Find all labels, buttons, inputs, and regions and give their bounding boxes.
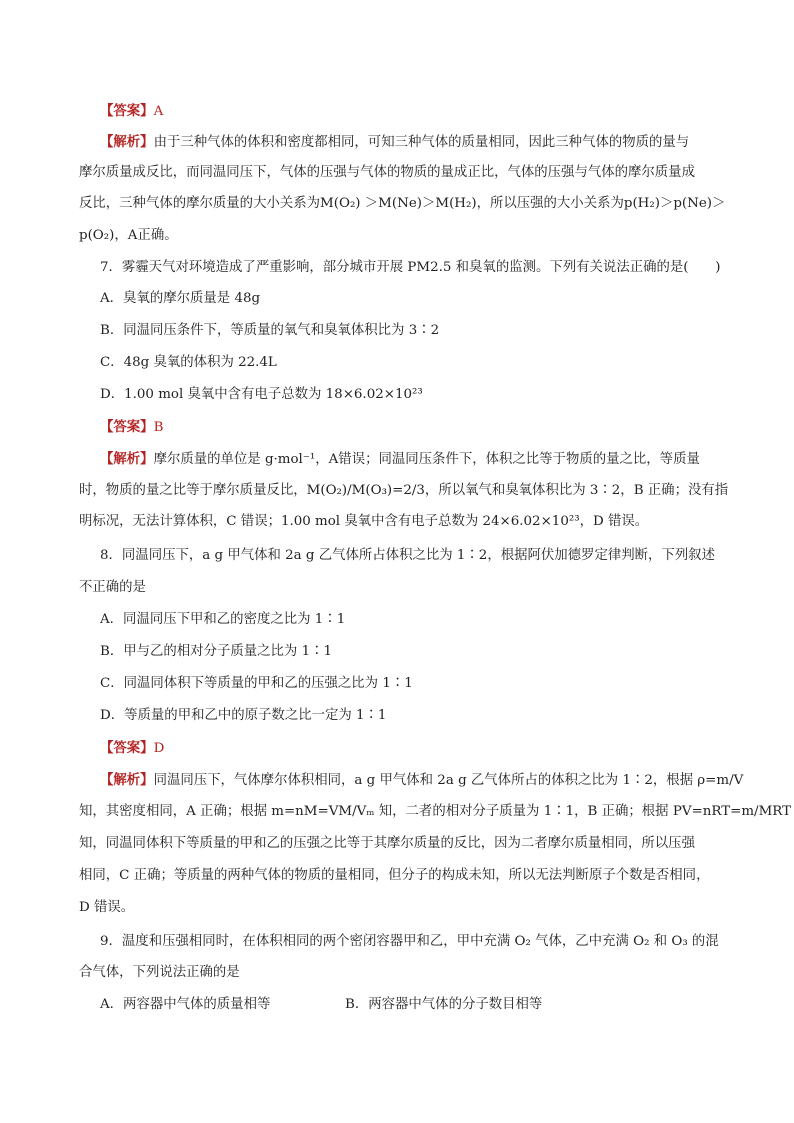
q8-analysis-line-2: 知，其密度相同，A 正确；根据 m=nM=VM/Vₘ 知，二者的相对分子质量为 1∶1，B 正确；根据 PV=nRT=m/MRT [79,804,792,819]
q8-analysis-line-1: 【解析】同温同压下，气体摩尔体积相同，a g 甲气体和 2a g 乙气体所占的体积之比为 1∶2，根据 ρ=m/V [100,772,744,788]
q7-analysis-line-3: 明标况，无法计算体积，C 错误；1.00 mol 臭氧中含有电子总数为 24×6.02×10²³，D 错误。 [79,514,649,529]
q6-analysis-line-2: 摩尔质量成反比，而同温同压下，气体的压强与气体的物质的量成正比，气体的压强与气体的摩尔质量成 [79,165,695,180]
q6-analysis-line-1: 【解析】由于三种气体的体积和密度都相同，可知三种气体的质量相同，因此三种气体的物质的量与 [100,134,690,150]
q8-analysis-line-5: D 错误。 [79,900,135,915]
q8-option-a: A．同温同压下甲和乙的密度之比为 1∶1 [100,612,346,627]
q9-option-b: B．两容器中气体的分子数目相等 [345,997,543,1012]
q8-stem-line-1: 8．同温同压下，a g 甲气体和 2a g 乙气体所占体积之比为 1∶2，根据阿伏加德罗定律判断，下列叙述 [100,548,715,563]
q6-analysis-line-4: p(O₂)，A正确。 [79,228,178,243]
answer-tag: 【答案】 [100,103,154,119]
q7-answer [100,417,750,438]
q7-option-d: D．1.00 mol 臭氧中含有电子总数为 18×6.02×10²³ [100,387,423,402]
q9-option-a: A．两容器中气体的质量相等 [100,997,271,1012]
analysis-tag: 【解析】 [100,451,154,467]
q9-stem-line-1: 9．温度和压强相同时，在体积相同的两个密闭容器甲和乙，甲中充满 O₂ 气体，乙中充满 O₂ 和 O₃ 的混 [100,934,719,949]
answer-value: D [153,741,165,756]
q7-analysis-line-1: 【解析】摩尔质量的单位是 g·mol⁻¹，A错误；同温同压条件下，体积之比等于物质的量之比，等质量 [100,451,700,467]
q9-stem-line-2: 合气体，下列说法正确的是 [79,965,240,980]
q8-analysis-line-4: 相同，C 正确；等质量的两种气体的物质的量相同，但分子的构成未知，所以无法判断原子个数是否相同， [79,868,710,883]
answer-value: A [153,104,164,119]
q8-answer [100,738,750,759]
analysis-tag: 【解析】 [100,134,154,150]
q8-option-b: B．甲与乙的相对分子质量之比为 1∶1 [100,644,332,659]
q9-options-row [100,995,750,1015]
q6-analysis-line-3: 反比，三种气体的摩尔质量的大小关系为M(O₂) ＞M(Ne)＞M(H₂)，所以压强的大小关系为p(H₂)＞p(Ne)＞ [79,196,726,211]
answer-value: B [153,420,164,435]
q7-option-b: B．同温同压条件下，等质量的氧气和臭氧体积比为 3∶2 [100,323,440,338]
q7-stem: 7．雾霾天气对环境造成了严重影响，部分城市开展 PM2.5 和臭氧的监测。下列有关说法正确的是( ) [100,260,721,275]
q8-option-c: C．同温同体积下等质量的甲和乙的压强之比为 1∶1 [100,676,413,691]
analysis-tag: 【解析】 [100,772,154,788]
q8-option-d: D．等质量的甲和乙中的原子数之比一定为 1∶1 [100,708,387,723]
q8-stem-line-2: 不正确的是 [79,580,146,595]
q7-option-c: C．48g 臭氧的体积为 22.4L [100,355,277,370]
answer-tag: 【答案】 [100,740,154,756]
q7-option-a: A．臭氧的摩尔质量是 48g [100,291,261,306]
q8-analysis-line-3: 知，同温同体积下等质量的甲和乙的压强之比等于其摩尔质量的反比，因为二者摩尔质量相同，所以压强 [79,836,695,851]
answer-tag: 【答案】 [100,419,154,435]
q6-answer [100,101,750,122]
q7-analysis-line-2: 时，物质的量之比等于摩尔质量反比，M(O₂)/M(O₃)=2/3，所以氧气和臭氧体积比为 3∶2，B 正确；没有指 [79,483,729,498]
